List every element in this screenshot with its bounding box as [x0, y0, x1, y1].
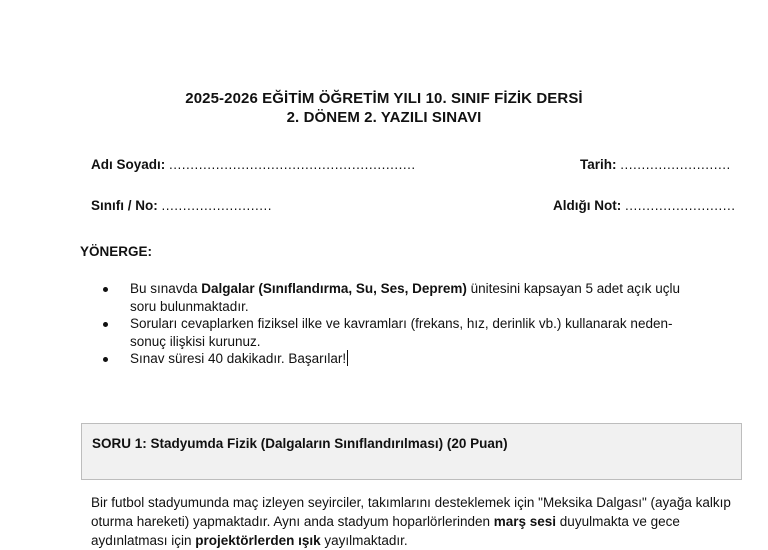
exam-title: 2025-2026 EĞİTİM ÖĞRETİM YILI 10. SINIF FİZİK DERSİ: [185, 90, 583, 107]
question-1-text[interactable]: Bir futbol stadyumunda maç izleyen seyirciler, takımlarını desteklemek için "Meksika Dalgası" (ayağa kalkıp oturma hareketi) yapmaktadır. Aynı anda stadyum hoparlörlerinden marş sesi duyulmakta ve gece aydınlatması için projektörlerden ışık yayılmaktadır.: [91, 495, 731, 548]
date-blank: ..........................: [620, 157, 731, 172]
grade-blank: ..........................: [625, 198, 736, 213]
name-field[interactable]: [91, 157, 416, 172]
name-label: Adı Soyadı:: [91, 157, 166, 172]
text-cursor: [347, 350, 348, 366]
date-field[interactable]: [580, 157, 731, 172]
class-number-field[interactable]: [91, 198, 272, 213]
question-1-header[interactable]: [81, 423, 742, 480]
instruction-item[interactable]: Bu sınavda Dalgalar (Sınıflandırma, Su, Ses, Deprem) ünitesini kapsayan 5 adet açık uçlu soru bulunmaktadır.: [103, 280, 703, 315]
class-number-label: Sınıfı / No:: [91, 198, 158, 213]
instruction-item[interactable]: Sınav süresi 40 dakikadır. Başarılar!: [103, 350, 703, 368]
date-label: Tarih:: [580, 157, 617, 172]
bullet-icon: [103, 357, 108, 362]
instruction-item[interactable]: Soruları cevaplarken fiziksel ilke ve kavramları (frekans, hız, derinlik vb.) kullanarak neden-sonuç ilişkisi kurunuz.: [103, 315, 703, 350]
name-blank: ..........................................................: [169, 157, 416, 172]
instructions-heading: YÖNERGE:: [80, 244, 153, 259]
grade-field[interactable]: [553, 198, 736, 213]
instructions-list: [103, 280, 703, 368]
exam-subtitle: 2. DÖNEM 2. YAZILI SINAVI: [286, 109, 482, 126]
grade-label: Aldığı Not:: [553, 198, 622, 213]
bullet-icon: [103, 287, 108, 292]
unit-name: Dalgalar (Sınıflandırma, Su, Ses, Deprem): [201, 281, 467, 296]
question-1-title: SORU 1: Stadyumda Fizik (Dalgaların Sınıflandırılması) (20 Puan): [92, 436, 508, 451]
class-number-blank: ..........................: [161, 198, 273, 213]
bullet-icon: [103, 322, 108, 327]
